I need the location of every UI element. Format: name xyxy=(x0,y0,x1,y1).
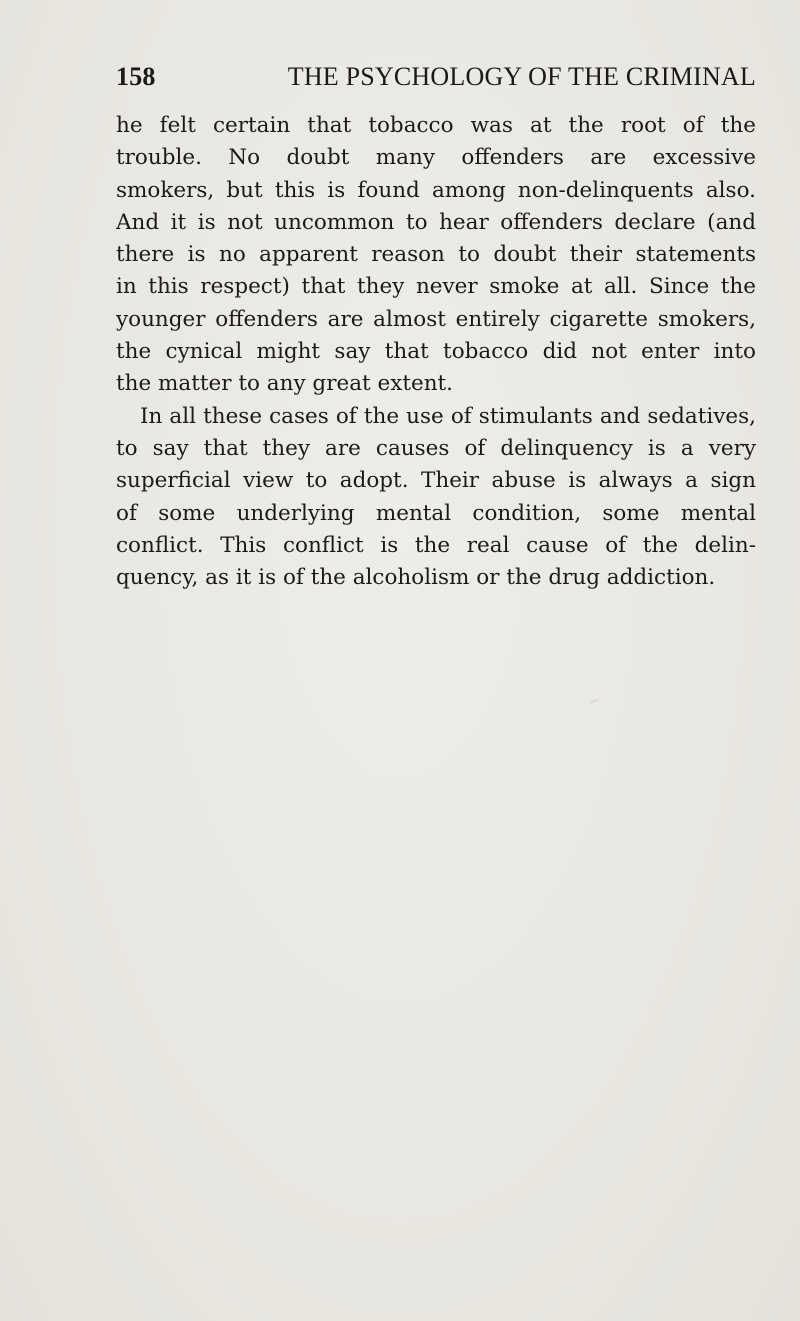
text-line: he felt certain that tobacco was at the root of the xyxy=(116,113,756,138)
text-line: there is no apparent reason to doubt their statements xyxy=(116,242,756,268)
text-line: And it is not uncommon to hear offenders declare (and xyxy=(116,209,756,235)
page-number: 158 xyxy=(116,62,156,91)
body-text xyxy=(116,110,756,594)
text-line: smokers, but this is found among non-delinquents also. xyxy=(116,177,756,203)
paper-mark xyxy=(589,698,601,709)
paragraph-start-line: In all these cases of the use of stimulants and sedatives, xyxy=(140,403,756,429)
paragraph-end-line: the matter to any great extent. xyxy=(116,371,454,397)
running-head xyxy=(116,61,756,93)
text-line: trouble. No doubt many offenders are excessive xyxy=(116,145,756,171)
text-line: to say that they are causes of delinquency is a very xyxy=(116,435,756,461)
text-line: superficial view to adopt. Their abuse is always a sign xyxy=(116,468,756,494)
running-title: THE PSYCHOLOGY OF THE CRIMINAL xyxy=(287,62,756,91)
text-line: the cynical might say that tobacco did not enter into xyxy=(116,339,756,365)
text-line: in this respect) that they never smoke at all. Since the xyxy=(116,274,756,300)
text-line: of some underlying mental condition, some mental xyxy=(116,500,756,526)
text-line: conflict. This conflict is the real cause of the delin- xyxy=(116,532,756,558)
text-line: younger offenders are almost entirely cigarette smokers, xyxy=(116,306,756,332)
paragraph-end-line: quency, as it is of the alcoholism or the drug addiction. xyxy=(116,565,716,591)
